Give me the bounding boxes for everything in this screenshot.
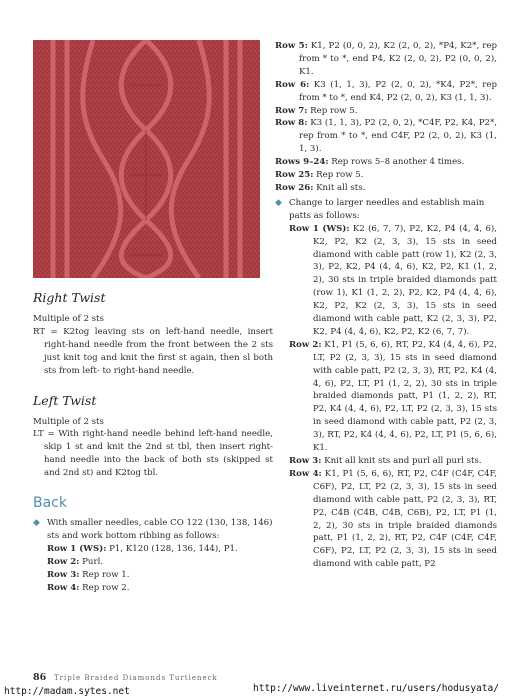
left-twist-title: Left Twist [33,392,97,408]
rib-row-6 [275,79,497,105]
back-row-3-text: Rep row 1. [79,569,130,580]
rib-rows-9-24-text: Rep rows 5–8 another 4 times. [328,157,465,168]
right-twist-text: = K2tog leaving sts on left-hand needle, insert right-hand needle from the front between the 2 sts just knit tog and knit the first st again, then sl both sts from left- to right-hand needle. [44,326,273,376]
back-row-1-label: Row 1 (WS): [47,543,107,554]
back-row-4 [47,582,273,595]
rib-rows-9-24 [275,156,497,169]
back-heading: Back [33,495,67,512]
main-row-4-label: Row 4: [289,468,322,479]
main-row-2-text: K1, P1 (5, 6, 6), RT, P2, K4 (4, 4, 6), P2, LT, P2 (2, 3, 3), 15 sts in seed diamond with cable patt, P2 (2, 3, 3), RT, P2, K4 (4, 4, 6), P2, LT, P1 (1, 2, 2), 30 sts in triple braided diamonds patt, P1 (1, 2, 2), RT, P2, K4 (4, 4, 6), P2, LT, P2 (2, 3, 3), 15 sts in seed diamond with cable patt, P2 (2, 3, 3), RT, P2, K4 (4, 4, 6), P2, LT, P1 (5, 6, 6), K1. [313,339,497,454]
watermark-url-left[interactable]: http://madam.sytes.net [4,686,130,697]
rib-row-26-text: Knit all sts. [313,182,366,193]
rib-rows-9-24-label: Rows 9–24: [275,157,329,168]
main-row-4 [289,468,497,571]
watermark-url-right[interactable]: http://www.liveinternet.ru/users/hodusyata/ [253,683,499,694]
running-footer-title: Triple Braided Diamonds Turtleneck [54,674,218,682]
right-twist-section [33,290,273,378]
back-row-3-label: Row 3: [47,569,80,580]
rib-row-6-label: Row 6: [275,79,310,90]
rib-row-5-label: Row 5: [275,41,308,51]
rib-row-25 [275,169,497,182]
main-row-4-text: K1, P1 (5, 6, 6), RT, P2, C4F (C4F, C4F, C6F), P2, LT, P2 (2, 3, 3), 15 sts in seed diamond with cable patt, P2 (2, 3, 3), RT, P2, C4B (C4B, C4B, C6B), P2, LT, P1 (1, 2, 2), 30 sts in triple braided diamonds patt, P1 (1, 2, 2), RT, P2, C4F (C4F, C4F, C6F), P2, LT, P2 (2, 3, 3), 15 sts in seed diamond with cable patt, P2 [313,468,497,570]
left-twist-multiple: Multiple of 2 sts [33,416,104,427]
back-section [33,495,273,594]
main-row-3-label: Row 3: [289,456,322,466]
page-number: 86 [33,672,47,683]
main-row-1 [289,223,497,339]
back-row-4-label: Row 4: [47,582,80,593]
back-row-4-text: Rep row 2. [79,582,130,593]
back-row-1 [47,543,273,556]
change-needles-text: Change to larger needles and establish main patts as follows: [289,197,485,221]
right-twist-title: Right Twist [33,290,106,305]
back-step-cast-on [33,517,273,543]
left-twist-section [33,393,273,481]
right-column [275,40,497,571]
rib-row-8-label: Row 8: [275,118,308,129]
back-row-1-text: P1, K120 (128, 136, 144), P1. [106,543,238,554]
right-twist-multiple: Multiple of 2 sts [33,314,104,324]
rib-row-7-label: Row 7: [275,105,308,116]
main-row-2-label: Row 2: [289,339,322,350]
back-row-2 [47,556,273,569]
left-twist-definition [33,428,273,480]
rib-row-26-label: Row 26: [275,182,314,193]
step-bullet-icon: ◆ [33,518,40,529]
left-twist-term: LT [33,429,44,440]
cable-knit-swatch-image [33,40,260,278]
rib-row-6-text: K3 (1, 1, 3), P2 (2, 0, 2), *K4, P2*, rep from * to *, end K4, P2 (2, 0, 2), K3 (1, 1, 3). [299,79,497,103]
rib-row-25-label: Row 25: [275,170,314,181]
back-intro-text: With smaller needles, cable CO 122 (130, 138, 146) sts and work bottom ribbing as follows: [47,518,273,541]
main-row-2 [289,339,497,455]
rib-row-8-text: K3 (1, 1, 3), P2 (2, 0, 2), *C4F, P2, K4, P2*, rep from * to *, end C4F, P2 (2, 0, 2), K3 (1, 1, 3). [299,118,497,155]
right-twist-term: RT [33,326,46,337]
left-twist-text: = With right-hand needle behind left-hand needle, skip 1 st and knit the 2nd st tbl, then insert right-hand needle into the back of both sts (skipped st and 2nd st) and K2tog tbl. [43,429,273,479]
main-row-3 [289,455,497,468]
back-row-3 [47,569,273,582]
rib-row-25-text: Rep row 5. [313,170,364,181]
rib-row-7-text: Rep row 5. [307,105,358,116]
back-row-2-label: Row 2: [47,556,80,567]
rib-row-8 [275,117,497,156]
main-row-3-text: Knit all knit sts and purl all purl sts. [321,456,482,466]
change-needles-step [275,197,497,223]
main-row-1-label: Row 1 (WS): [289,223,350,234]
rib-row-7 [275,105,497,118]
main-pattern-rows [275,223,497,571]
step-bullet-icon: ◆ [275,197,282,208]
main-row-1-text: K2 (6, 7, 7), P2, K2, P4 (4, 4, 6), K2, P2, K2 (2, 3, 3), 15 sts in seed diamond with cable patt (row 1), K2 (2, 3, 3), P2, K2, P4 (4, 4, 6), K2, P2, K1 (1, 2, 2), 30 sts in triple braided diamonds patt (row 1), K1 (1, 2, 2), P2, K2, P4 (4, 4, 6), K2, P2, K2 (2, 3, 3), 15 sts in seed diamond with cable patt, K2 (2, 3, 3), P2, K2, P4 (4, 4, 6), K2, P2, K2 (6, 7, 7). [313,223,497,337]
right-twist-definition [33,326,273,378]
back-row-2-text: Purl. [79,556,104,567]
rib-row-5 [275,40,497,79]
rib-row-5-text: K1, P2 (0, 0, 2), K2 (2, 0, 2), *P4, K2*, rep from * to *, end P4, K2 (2, 0, 2), P2 (0, 0, 2), K1. [299,41,497,77]
left-column [33,40,273,595]
back-rib-rows [33,543,273,595]
rib-row-26 [275,182,497,195]
